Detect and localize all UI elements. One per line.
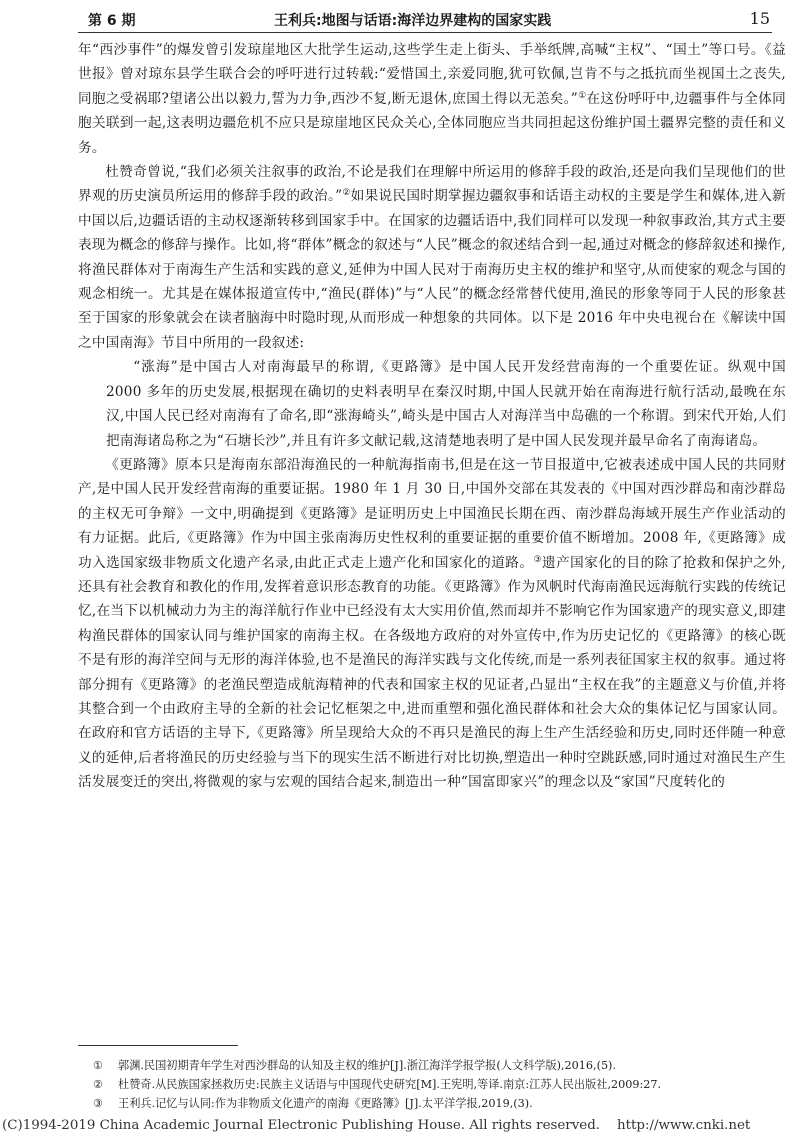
running-title: 王利兵:地图与话语:海洋边界建构的国家实践 xyxy=(274,13,552,29)
paragraph-text: 《更路簿》原本只是海南东部沿海渔民的一种航海指南书,但是在这一节目报道中,它被表述成中国人民的共同财产,是中国人民开发经营南海的重要证据。1980 年 1 月 30 日,中国外交部在其发表的《中国对西沙群岛和南沙群岛的主权无可争辩》一文中,明确提到《更路簿》是证明历史上中国渔民长期在西、南沙群岛海域开展生产作业活动的有力证据。此后,《更路簿》作为中国主张南海历史性权利的重要证据的重要价值不断增加。2008 年,《更路簿》成功入选国家级非物质文化遗产名录,由此正式走上遗产化和国家化的道路。 xyxy=(78,456,786,571)
footnote-number: ① xyxy=(92,1059,104,1072)
paragraph xyxy=(78,453,786,795)
footnote-ref[interactable]: ② xyxy=(342,188,351,199)
running-header xyxy=(78,6,772,33)
footnote-number: ② xyxy=(92,1078,104,1091)
block-quote: “涨海”是中国古人对南海最早的称谓,《更路簿》是中国人民开发经营南海的一个重要佐证。纵观中国 2000 多年的历史发展,根据现在确切的史料表明早在秦汉时期,中国人民就开始在南海进行航行活动,最晚在东汉,中国人民已经对南海有了命名,即“涨海崎头”,崎头是中国古人对海洋当中岛礁的一个称谓。到宋代开始,人们把南海诸岛称之为“石塘长沙”,并且有许多文献记载,这清楚地表明了是中国人民发现并最早命名了南海诸岛。 xyxy=(106,359,786,449)
paragraph-text: 在这份呼吁中,边疆事件与全体同胞关联到一起,这表明边疆危机不应只是琼崖地区民众关心,全体同胞应当共同担起这份维护国土疆界完整的责任和义务。 xyxy=(78,90,786,156)
footnote-text: 郭渊.民国初期青年学生对西沙群岛的认知及主权的维护[J].浙江海洋学报学报(人文科学版),2016,(5). xyxy=(118,1059,616,1072)
article-body xyxy=(78,38,786,795)
paragraph-text: 如果说民国时期掌握边疆叙事和话语主动权的主要是学生和媒体,进入新中国以后,边疆话语的主动权逐渐转移到国家手中。在国家的边疆话语中,我们同样可以发现一种叙事政治,其方式主要表现为概念的修辞与操作。比如,将“群体”概念的叙述与“人民”概念的叙述结合到一起,通过对概念的修辞叙述和操作,将渔民群体对于南海生产生活和实践的意义,延伸为中国人民对于南海历史主权的维护和坚守,从而使家的观念与国的观念相统一。尤其是在媒体报道宣传中,“渔民(群体)”与“人民”的概念经常替代使用,渔民的形象等同于人民的形象甚至于国家的形象就会在读者脑海中时隐时现,从而形成一种想象的共同体。以下是 2016 年中央电视台在《解读中国之中国南海》节目中所用的一段叙述: xyxy=(78,188,786,351)
footnote-text: 杜赞奇.从民族国家拯救历史:民族主义话语与中国现代史研究[M].王宪明,等译.南京:江苏人民出版社,2009:27. xyxy=(118,1078,662,1091)
paragraph xyxy=(78,160,786,355)
footnote-item xyxy=(78,1056,778,1075)
page-number: 15 xyxy=(749,9,770,28)
paragraph xyxy=(78,38,786,160)
footnote-divider xyxy=(78,1045,238,1046)
footnote-item xyxy=(78,1094,778,1113)
footnote-number: ③ xyxy=(92,1097,104,1110)
footnotes xyxy=(78,1056,778,1113)
footnote-ref[interactable]: ③ xyxy=(533,554,543,565)
paragraph-text: 年“西沙事件”的爆发曾引发琼崖地区大批学生运动,这些学生走上街头、手举纸牌,高喊“主权”、“国土”等口号。《益世报》曾对琼东县学生联合会的呼吁进行过转载:“爱惜国土,亲爱同胞,犹可钦佩,岂肯不与之抵抗而坐视国土之丧失,同胞之受祸耶?望诸公出以毅力,誓为力争,西沙不复,断无退休,庶国土得以无恙矣。” xyxy=(78,42,786,107)
copyright-notice: (C)1994-2019 China Academic Journal Electronic Publishing House. All rights reserved. http://www.cnki.net xyxy=(2,1118,751,1133)
paragraph-text: 杜赞奇曾说,“我们必须关注叙事的政治,不论是我们在理解中所运用的修辞手段的政治,还是向我们呈现他们的世界观的历史演员所运用的修辞手段的政治。” xyxy=(78,164,786,205)
footnote-ref[interactable]: ① xyxy=(578,90,587,101)
footnote-item xyxy=(78,1075,778,1094)
paragraph-text: 遗产国家化的目的除了抢救和保护之外,还具有社会教育和教化的作用,发挥着意识形态教育的功能。《更路簿》作为风帆时代海南渔民远海航行实践的传统记忆,在当下以机械动力为主的海洋航行作业中已经没有太大实用价值,然而却并不影响它作为国家遗产的现实意义,即建构渔民群体的国家认同与维护国家的南海主权。在各级地方政府的对外宣传中,作为历史记忆的《更路簿》的核心既不是有形的海洋空间与无形的海洋体验,也不是渔民的海洋实践与文化传统,而是一系列表征国家主权的叙事。通过将部分拥有《更路簿》的老渔民塑造成航海精神的代表和国家主权的见证者,凸显出“主权在我”的主题意义与价值,并将其整合到一个由政府主导的全新的社会记忆框架之中,进而重塑和强化渔民群体和社会大众的集体记忆与国家认同。在政府和官方话语的主导下,《更路簿》所呈现给大众的不再只是渔民的海上生产生活经验和历史,同时还伴随一种意义的延伸,后者将渔民的历史经验与当下的现实生活不断进行对比切换,塑造出一种时空跳跃感,同时通过对渔民生产生活发展变迁的突出,将微观的家与宏观的国结合起来,制造出一种“国富即家兴”的理念以及“家国”尺度转化的 xyxy=(78,554,786,791)
issue-number: 第 6 期 xyxy=(88,13,136,29)
footnote-text: 王利兵.记忆与认同:作为非物质文化遗产的南海《更路簿》[J].太平洋学报,2019,(3). xyxy=(118,1097,533,1110)
